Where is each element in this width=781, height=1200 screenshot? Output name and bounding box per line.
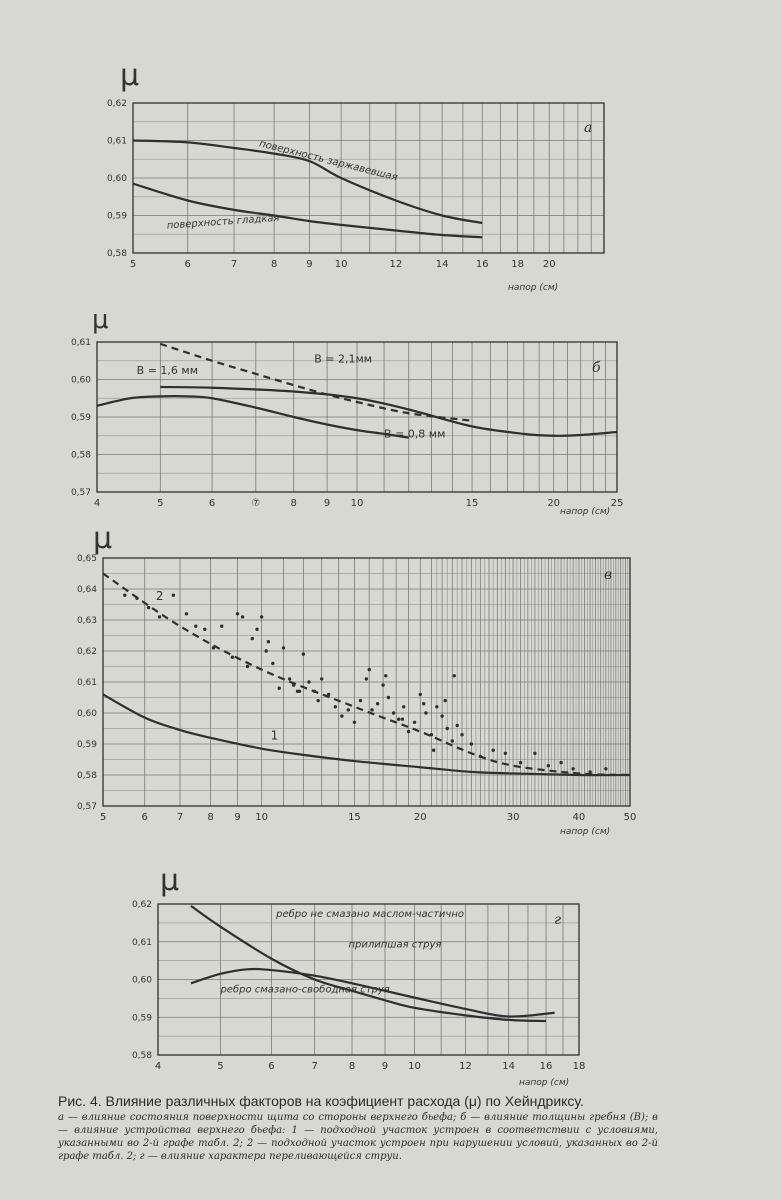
data-point (430, 733, 433, 736)
data-point (264, 649, 267, 652)
data-point (316, 699, 319, 702)
data-point (604, 767, 607, 770)
data-point (460, 733, 463, 736)
x-tick-label: 40 (572, 812, 586, 823)
data-point (397, 718, 400, 721)
data-point (260, 615, 263, 618)
y-tick-label: 0,62 (106, 99, 127, 109)
x-tick-label: 6 (141, 812, 148, 823)
y-tick-label: 0,59 (70, 413, 91, 423)
data-point (443, 699, 446, 702)
annotation-label: B = 0,8 мм (384, 427, 446, 441)
y-tick-label: 0,60 (106, 174, 127, 184)
annotation-label: прилипшая струя (348, 939, 442, 951)
x-tick-label: 7 (230, 259, 238, 270)
data-point (419, 693, 422, 696)
annotation-label: ребро не смазано маслом-частично (276, 909, 465, 921)
x-tick-label: 8 (207, 812, 214, 823)
data-point (392, 711, 395, 714)
x-tick-label: 16 (539, 1061, 553, 1072)
data-point (359, 699, 362, 702)
data-point (203, 628, 206, 631)
series-line (103, 574, 630, 776)
data-point (135, 597, 138, 600)
x-tick-label: 6 (184, 259, 191, 270)
data-point (504, 752, 507, 755)
y-tick-label: 0,61 (131, 937, 152, 948)
x-tick-label: 5 (99, 812, 107, 823)
data-point (453, 674, 456, 677)
data-point (491, 749, 494, 752)
x-tick-label: 50 (623, 812, 637, 823)
data-point (353, 721, 356, 724)
series-line (103, 694, 630, 775)
series-label: поверхность заржавевшая (257, 138, 399, 184)
x-tick-label: 7 (176, 812, 184, 823)
x-tick-label: 16 (475, 259, 489, 270)
y-tick-label: 0,65 (76, 554, 97, 564)
data-point (365, 677, 368, 680)
data-point (231, 656, 234, 659)
data-point (559, 761, 562, 764)
data-point (307, 680, 310, 683)
y-tick-label: 0,58 (70, 450, 91, 461)
data-point (413, 721, 416, 724)
chart-panel-4 (158, 904, 579, 1055)
y-axis-label-mu: μ (93, 521, 113, 556)
x-tick-label: 25 (610, 498, 624, 509)
data-point (271, 662, 274, 665)
x-tick-label: 15 (465, 498, 479, 509)
x-axis-label: напор (см) (519, 1078, 570, 1088)
x-tick-label: 9 (323, 498, 331, 509)
data-point (381, 683, 384, 686)
data-point (251, 637, 254, 640)
x-tick-label: ⑦ (251, 498, 261, 509)
data-point (407, 730, 410, 733)
x-tick-label: 10 (350, 498, 364, 509)
y-tick-label: 0,62 (131, 900, 152, 910)
data-point (455, 724, 458, 727)
data-point (571, 767, 574, 770)
x-tick-label: 5 (157, 498, 164, 509)
x-tick-label: 18 (511, 259, 524, 270)
x-tick-label: 7 (311, 1061, 318, 1072)
data-point (147, 606, 150, 609)
y-tick-label: 0,64 (76, 585, 97, 595)
data-point (212, 646, 215, 649)
x-axis-label: напор (см) (560, 827, 611, 837)
data-point (470, 742, 473, 745)
data-point (327, 693, 330, 696)
x-tick-label: 8 (290, 498, 297, 509)
x-tick-label: 12 (459, 1061, 472, 1072)
data-point (172, 594, 175, 597)
data-point (220, 625, 223, 628)
y-tick-label: 0,57 (70, 488, 91, 498)
data-point (296, 690, 299, 693)
y-tick-label: 0,60 (76, 709, 97, 719)
series-label: поверхность гладкая (166, 212, 280, 232)
y-tick-label: 0,61 (106, 136, 127, 147)
data-point (255, 628, 258, 631)
y-tick-label: 0,61 (70, 338, 91, 348)
x-tick-label: 9 (381, 1061, 389, 1072)
data-point (292, 683, 295, 686)
data-point (533, 752, 536, 755)
x-tick-label: 15 (348, 812, 361, 823)
y-tick-label: 0,58 (106, 249, 127, 259)
data-point (370, 708, 373, 711)
x-tick-label: 20 (413, 812, 427, 823)
y-axis-label-mu: μ (92, 305, 109, 335)
y-tick-label: 0,58 (131, 1051, 152, 1061)
chart-panel-1 (133, 103, 604, 253)
annotation-label: ребро смазано-свободная струя (220, 984, 390, 996)
x-tick-label: 8 (270, 259, 278, 270)
y-tick-label: 0,59 (131, 1013, 152, 1024)
y-tick-label: 0,60 (70, 375, 91, 386)
data-point (302, 652, 305, 655)
annotation-label: B = 2,1мм (314, 352, 373, 366)
data-point (185, 612, 188, 615)
x-tick-label: 6 (208, 498, 216, 509)
x-tick-label: 5 (217, 1061, 224, 1072)
x-tick-label: 18 (572, 1061, 586, 1072)
y-tick-label: 0,57 (76, 802, 97, 812)
data-point (384, 674, 387, 677)
x-axis-label: напор (см) (508, 283, 559, 293)
y-tick-label: 0,62 (76, 647, 97, 657)
data-point (278, 687, 281, 690)
data-point (347, 708, 350, 711)
data-point (479, 755, 482, 758)
x-tick-label: 9 (234, 812, 241, 823)
data-point (158, 615, 161, 618)
data-point (547, 764, 550, 767)
x-tick-label: 10 (408, 1061, 421, 1072)
grid-lines (103, 558, 630, 806)
panel-letter: а (584, 120, 593, 136)
data-point (267, 640, 270, 643)
x-tick-label: 4 (154, 1061, 162, 1072)
y-tick-label: 0,58 (76, 771, 97, 781)
x-tick-label: 10 (334, 259, 348, 270)
y-axis-label-mu: μ (160, 863, 180, 898)
caption-title: Рис. 4. Влияние различных факторов на коэфициент расхода (μ) по Хейндриксу. (58, 1093, 584, 1109)
x-tick-label: 14 (502, 1061, 516, 1072)
data-point (387, 696, 390, 699)
data-point (123, 594, 126, 597)
x-tick-label: 20 (542, 259, 556, 270)
x-tick-label: 8 (348, 1061, 356, 1072)
panel-letter: в (604, 567, 613, 583)
annotation-label: B = 1,6 мм (136, 363, 199, 377)
data-point (241, 615, 244, 618)
grid-lines (133, 103, 604, 253)
figure-caption (58, 1095, 658, 1163)
x-tick-label: 4 (93, 498, 101, 509)
data-point (368, 668, 371, 671)
y-axis-label-mu: μ (120, 58, 140, 93)
data-point (313, 690, 316, 693)
x-axis-label: напор (см) (560, 507, 611, 517)
series-label: 2 (155, 588, 164, 603)
x-tick-label: 14 (435, 259, 449, 270)
x-tick-label: 9 (306, 259, 313, 270)
x-tick-label: 12 (389, 259, 403, 270)
data-point (446, 727, 449, 730)
x-tick-label: 20 (547, 498, 561, 509)
data-point (236, 612, 239, 615)
x-tick-label: 10 (255, 812, 269, 823)
y-tick-label: 0,59 (106, 211, 127, 222)
panel-letter: г (554, 912, 562, 928)
data-point (320, 677, 323, 680)
panel-letter: б (592, 360, 601, 376)
data-point (588, 770, 591, 773)
data-point (451, 739, 454, 742)
y-tick-label: 0,60 (131, 975, 152, 986)
data-point (246, 665, 249, 668)
data-point (288, 677, 291, 680)
data-point (340, 714, 343, 717)
y-tick-label: 0,63 (76, 616, 97, 626)
chart-panel-3 (103, 558, 630, 806)
data-point (194, 625, 197, 628)
x-tick-label: 5 (129, 259, 137, 270)
y-tick-label: 0,61 (76, 678, 97, 688)
data-point (440, 714, 443, 717)
data-point (376, 702, 379, 705)
series-label: 1 (270, 728, 279, 743)
x-tick-label: 30 (506, 812, 520, 823)
data-point (282, 646, 285, 649)
data-point (401, 718, 404, 721)
y-tick-label: 0,59 (76, 740, 97, 750)
data-point (424, 711, 427, 714)
x-tick-label: 6 (268, 1061, 275, 1072)
data-point (334, 705, 337, 708)
caption-text: а — влияние состояния поверхности щита со стороны верхнего бьефа; б — влияние толщины гребня (В); в — влияние устройства верхнего бьефа: 1 — подходной участок устроен в соответствии с условиями, указанными во 2-й графе табл. 2; 2 — подходной участок устроен при нарушении условий, указанных во 2-й графе табл. 2; г — влияние характера переливающейся струи. (58, 1112, 658, 1162)
data-point (435, 705, 438, 708)
data-point (432, 749, 435, 752)
data-point (519, 761, 522, 764)
data-point (402, 705, 405, 708)
data-point (422, 702, 425, 705)
